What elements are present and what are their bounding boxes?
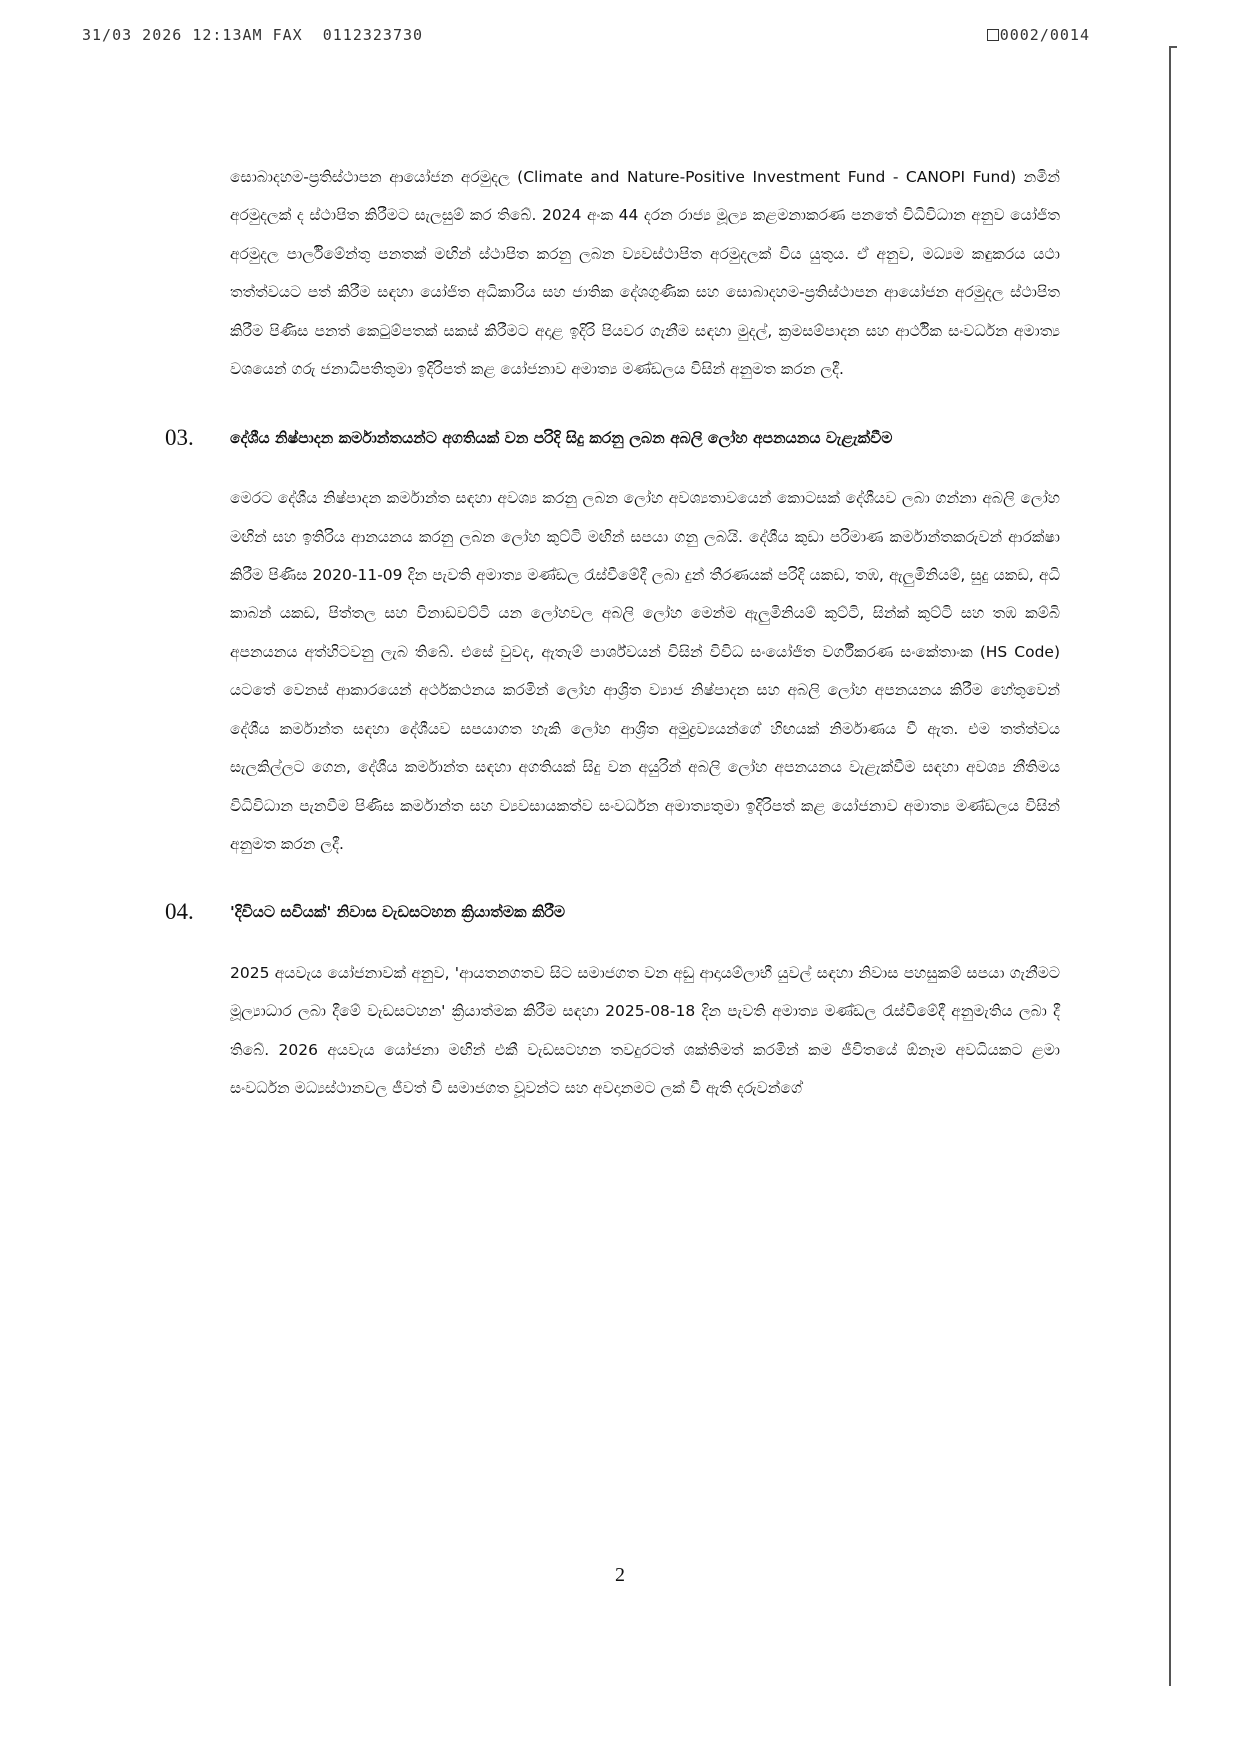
section-04-number: 04. — [165, 899, 194, 925]
section-03-paragraph: මෙරට දේශීය නිෂ්පාදන කර්මාන්ත සඳහා අවශ්‍ය කරනු ලබන ලෝහ අවශ්‍යතාවයෙන් කොටසක් දේශීයව ලබා ගන්නා අබලි ලෝහ මඟින් සහ ඉතිරිය ආනයනය කරනු ලබන ලෝහ කුට්ටි මඟින් සපයා ගනු ලබයි. දේශීය කුඩා පරිමාණ කර්මාන්තකරුවන් ආරක්ෂා කිරීම පිණිස 2020-11-09 දින පැවති අමාත්‍ය මණ්ඩල රැස්වීමේදී ලබා දුන් තීරණයක් පරිදි යකඩ, තඹ, ඇලුමිනියම්, සුදු යකඩ, අධි කාබන් යකඩ, පිත්තල සහ විනාඩවට්ටි යන ලෝහවල අබලි ලෝහ මෙන්ම ඇලුමිනියම් කුට්ටි, සින්ක් කුට්ටි සහ තඹ කම්බි අපනයනය අත්හිටවනු ලැබ තිබේ. එසේ වුවද, ඇතැම් පාර්ශ්වයන් විසින් විවිධ සංයෝජිත වර්ගීකරණ සංකේතාංක (HS Code) යටතේ වෙනස් ආකාරයෙන් අර්ථකථනය කරමින් ලෝහ ආශ්‍රිත ව්‍යාජ නිෂ්පාදන සහ අබලි ලෝහ අපනයනය කිරීම හේතුවෙන් දේශීය කර්මාන්ත සඳහා දේශීයව සපයාගත හැකි ලෝහ ආශ්‍රිත අමුද්‍රව්‍යයන්ගේ හිඟයක් නිර්මාණය වී ඇත. එම තත්ත්වය සැලකිල්ලට ගෙන, දේශීය කර්මාන්ත සඳහා අගතියක් සිදු වන අයුරින් අබලි ලෝහ අපනයනය වැළැක්වීම සඳහා අවශ්‍ය නීතිමය විධිවිධාන පැනවීම පිණිස කර්මාන්ත සහ ව්‍යවසායකත්ව සංවර්ධන අමාත්‍යතුමා ඉදිරිපත් කළ යෝජනාව අමාත්‍ය මණ්ඩලය විසින් අනුමත කරන ලදී. — [230, 489, 1060, 853]
scan-edge-rule-hook — [1169, 46, 1177, 48]
section-03 — [165, 419, 1060, 864]
section-03-title: දේශීය නිෂ්පාදන කර්මාන්තයන්ට අගතියක් වන පරිදි සිදු කරනු ලබන අබලි ලෝහ අපනයනය වැළැක්වීම — [230, 428, 893, 447]
intro-paragraph: සොබාදහම-ප්‍රතිස්ථාපන ආයෝජන අරමුදල (Climate and Nature-Positive Investment Fund - CANOPI Fund) නමින් අරමුදලක් ද ස්ථාපිත කිරීමට සැලසුම් කර තිබේ. 2024 අංක 44 දරන රාජ්‍ය මූල්‍ය කළමනාකරණ පනතේ විධිවිධාන අනුව යෝජිත අරමුදල පාර්ලිමේන්තු පනතක් මඟින් ස්ථාපිත කරනු ලබන ව්‍යවස්ථාපිත අරමුදලක් විය යුතුය. ඒ අනුව, මධ්‍යම කඳුකරය යථා තත්ත්වයට පත් කිරීම සඳහා යෝජිත අධිකාරිය සහ ජාතික දේශගුණික සහ සොබාදහම-ප්‍රතිස්ථාපන ආයෝජන අරමුදල ස්ථාපිත කිරීම පිණිස පනත් කෙටුම්පතක් සකස් කිරීමට අදාළ ඉදිරි පියවර ගැනීම සඳහා මුදල්, ක්‍රමසම්පාදන සහ ආර්ථික සංවර්ධන අමාත්‍ය වශයෙන් ගරු ජනාධිපතිතුමා ඉදිරිපත් කළ යෝජනාව අමාත්‍ය මණ්ඩලය විසින් අනුමත කරන ලදී. — [230, 168, 1060, 379]
section-04 — [165, 893, 1060, 1107]
fax-header-right — [987, 26, 1090, 44]
section-04-paragraph: 2025 අයවැය යෝජනාවක් අනුව, 'ආයතනගතව සිට සමාජගත වන අඩු ආදායම්ලාභී යුවල් සඳහා නිවාස පහසුකම් සපයා ගැනීමට මූල්‍යාධාර ලබා දීමේ වැඩසටහන' ක්‍රියාත්මක කිරීම සඳහා 2025-08-18 දින පැවති අමාත්‍ය මණ්ඩල රැස්වීමේදී අනුමැතිය ලබා දී තිබේ. 2026 අයවැය යෝජනා මඟින් එකී වැඩසටහන තවදුරටත් ශක්තිමත් කරමින් කම ජීවිතයේ ඕනෑම අවධියකට ළමා සංවර්ධන මධ්‍යස්ථානවල ජීවත් වී සමාජගත වූවන්ට සහ අවදානමට ලක් වී ඇති දරුවන්ගේ — [230, 963, 1060, 1098]
section-03-number: 03. — [165, 424, 194, 450]
scan-edge-rule — [1169, 46, 1171, 1686]
fax-header-left — [82, 26, 423, 44]
fax-page-counter: 0002/0014 — [999, 26, 1090, 44]
page-number: 2 — [615, 1564, 625, 1586]
fax-date-time: 31/03 2026 12:13AM — [82, 26, 263, 44]
fax-number: 0112323730 — [322, 26, 424, 44]
section-04-title: 'දිවියට සවියක්' නිවාස වැඩසටහන ක්‍රියාත්මක කිරීම — [230, 903, 566, 922]
fax-checkbox-icon — [987, 29, 999, 41]
fax-transmission-header — [82, 26, 1090, 50]
fax-label: FAX — [272, 26, 303, 44]
document-body — [165, 158, 1060, 1108]
